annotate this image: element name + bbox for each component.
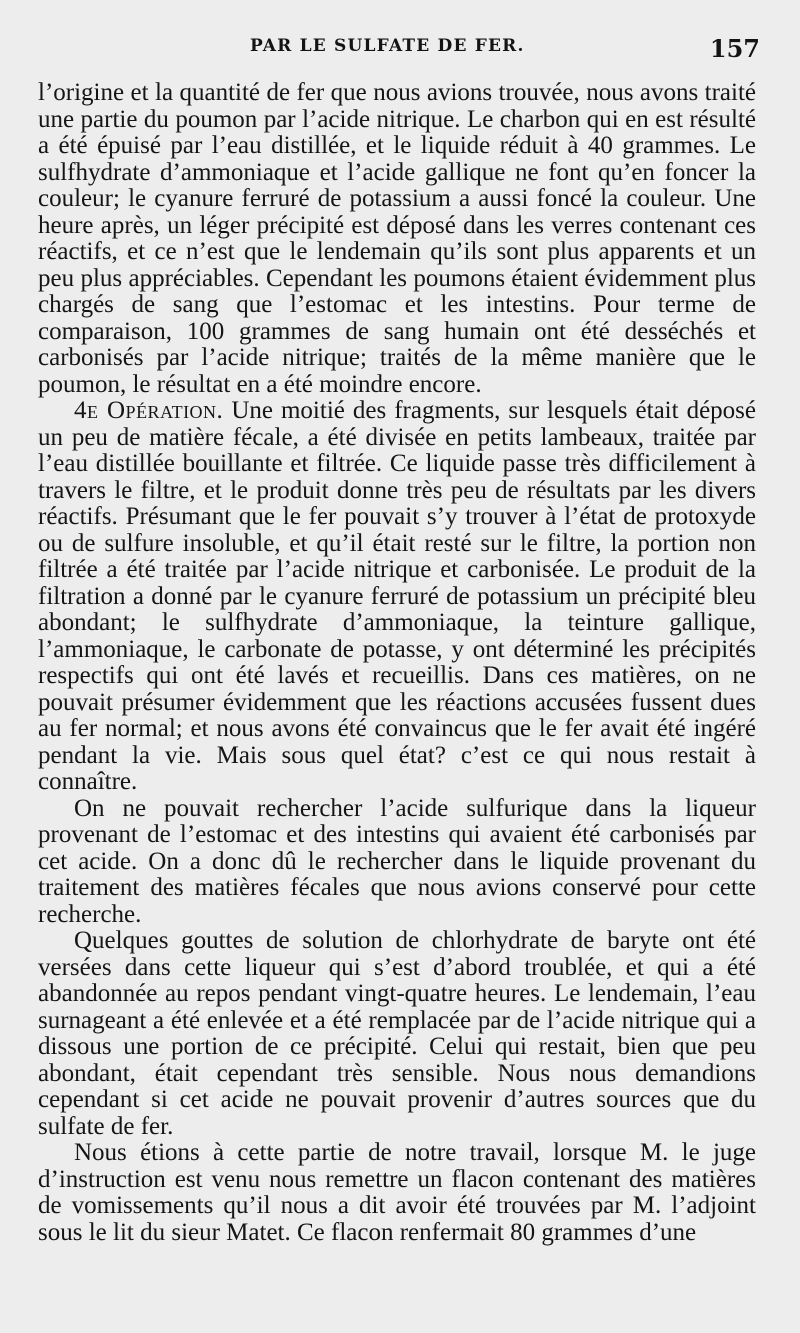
body-text xyxy=(38,80,756,1246)
paragraph-1: l’origine et la quantité de fer que nous avions trouvée, nous avons traité une partie du poumon par l’acide nitrique. Le charbon qui en est résulté a été épuisé par l’eau distillée, et le liquide réduit à 40 grammes. Le sulfhydrate d’ammoniaque et l’acide gallique ne font qu’en foncer la couleur; le cyanure ferruré de potassium a aussi foncé la couleur. Une heure après, un léger précipité est déposé dans les verres contenant ces réactifs, et ce n’est que le lendemain qu’ils sont plus apparents et un peu plus appréciables. Cependant les poumons étaient évidemment plus chargés de sang que l’estomac et les intestins. Pour terme de comparaison, 100 grammes de sang humain ont été desséchés et carbonisés par l’acide nitrique; traités de la même manière que le poumon, le résultat en a été moindre encore. xyxy=(38,79,756,398)
paragraph-4: Quelques gouttes de solution de chlorhydrate de baryte ont été versées dans cette liqueur qui s’est d’abord troublée, et qui a été abandonnée au repos pendant vingt-quatre heures. Le lendemain, l’eau surnageant a été enlevée et a été remplacée par de l’acide nitrique qui a dissous une portion de ce précipité. Celui qui restait, bien que peu abondant, était cependant très sensible. Nous nous demandions cependant si cet acide ne pouvait provenir d’autres sources que du sulfate de fer. xyxy=(38,927,756,1140)
page-header xyxy=(0,34,800,64)
operation-label: 4e Opération. xyxy=(74,397,224,424)
paragraph-2-text: Une moitié des fragments, sur lesquels était déposé un peu de matière fécale, a été divisée en petits lambeaux, traitée par l’eau distillée bouillante et filtrée. Ce liquide passe très difficilement à travers le filtre, et le produit donne très peu de résultats par les divers réactifs. Présumant que le fer pouvait s’y trouver à l’état de protoxyde ou de sulfure insoluble, et qu’il était resté sur le filtre, la portion non filtrée a été traitée par l’acide nitrique et carbonisée. Le produit de la filtration a donné par le cyanure ferruré de potassium un précipité bleu abondant; le sulfhydrate d’ammoniaque, la teinture gallique, l’ammoniaque, le carbonate de potasse, y ont déterminé les précipités respectifs qui ont été lavés et recueillis. Dans ces matières, on ne pouvait présumer évidemment que les réactions accusées fussent dues au fer normal; et nous avons été convaincus que le fer avait été ingéré pendant la vie. Mais sous quel état? c’est ce qui nous restait à connaître. xyxy=(38,397,756,795)
paragraph-2 xyxy=(38,398,756,796)
running-title: PAR LE SULFATE DE FER. xyxy=(250,36,525,56)
paragraph-3: On ne pouvait rechercher l’acide sulfurique dans la liqueur provenant de l’estomac et des intestins qui avaient été carbonisés par cet acide. On a donc dû le rechercher dans le liquide provenant du traitement des matières fécales que nous avions conservé pour cette recherche. xyxy=(38,794,756,928)
paragraph-5: Nous étions à cette partie de notre travail, lorsque M. le juge d’instruction est venu nous remettre un flacon contenant des matières de vomissements qu’il nous a dit avoir été trouvées par M. l’adjoint sous le lit du sieur Matet. Ce flacon renfermait 80 grammes d’une xyxy=(38,1139,756,1246)
page-number: 157 xyxy=(709,34,760,63)
